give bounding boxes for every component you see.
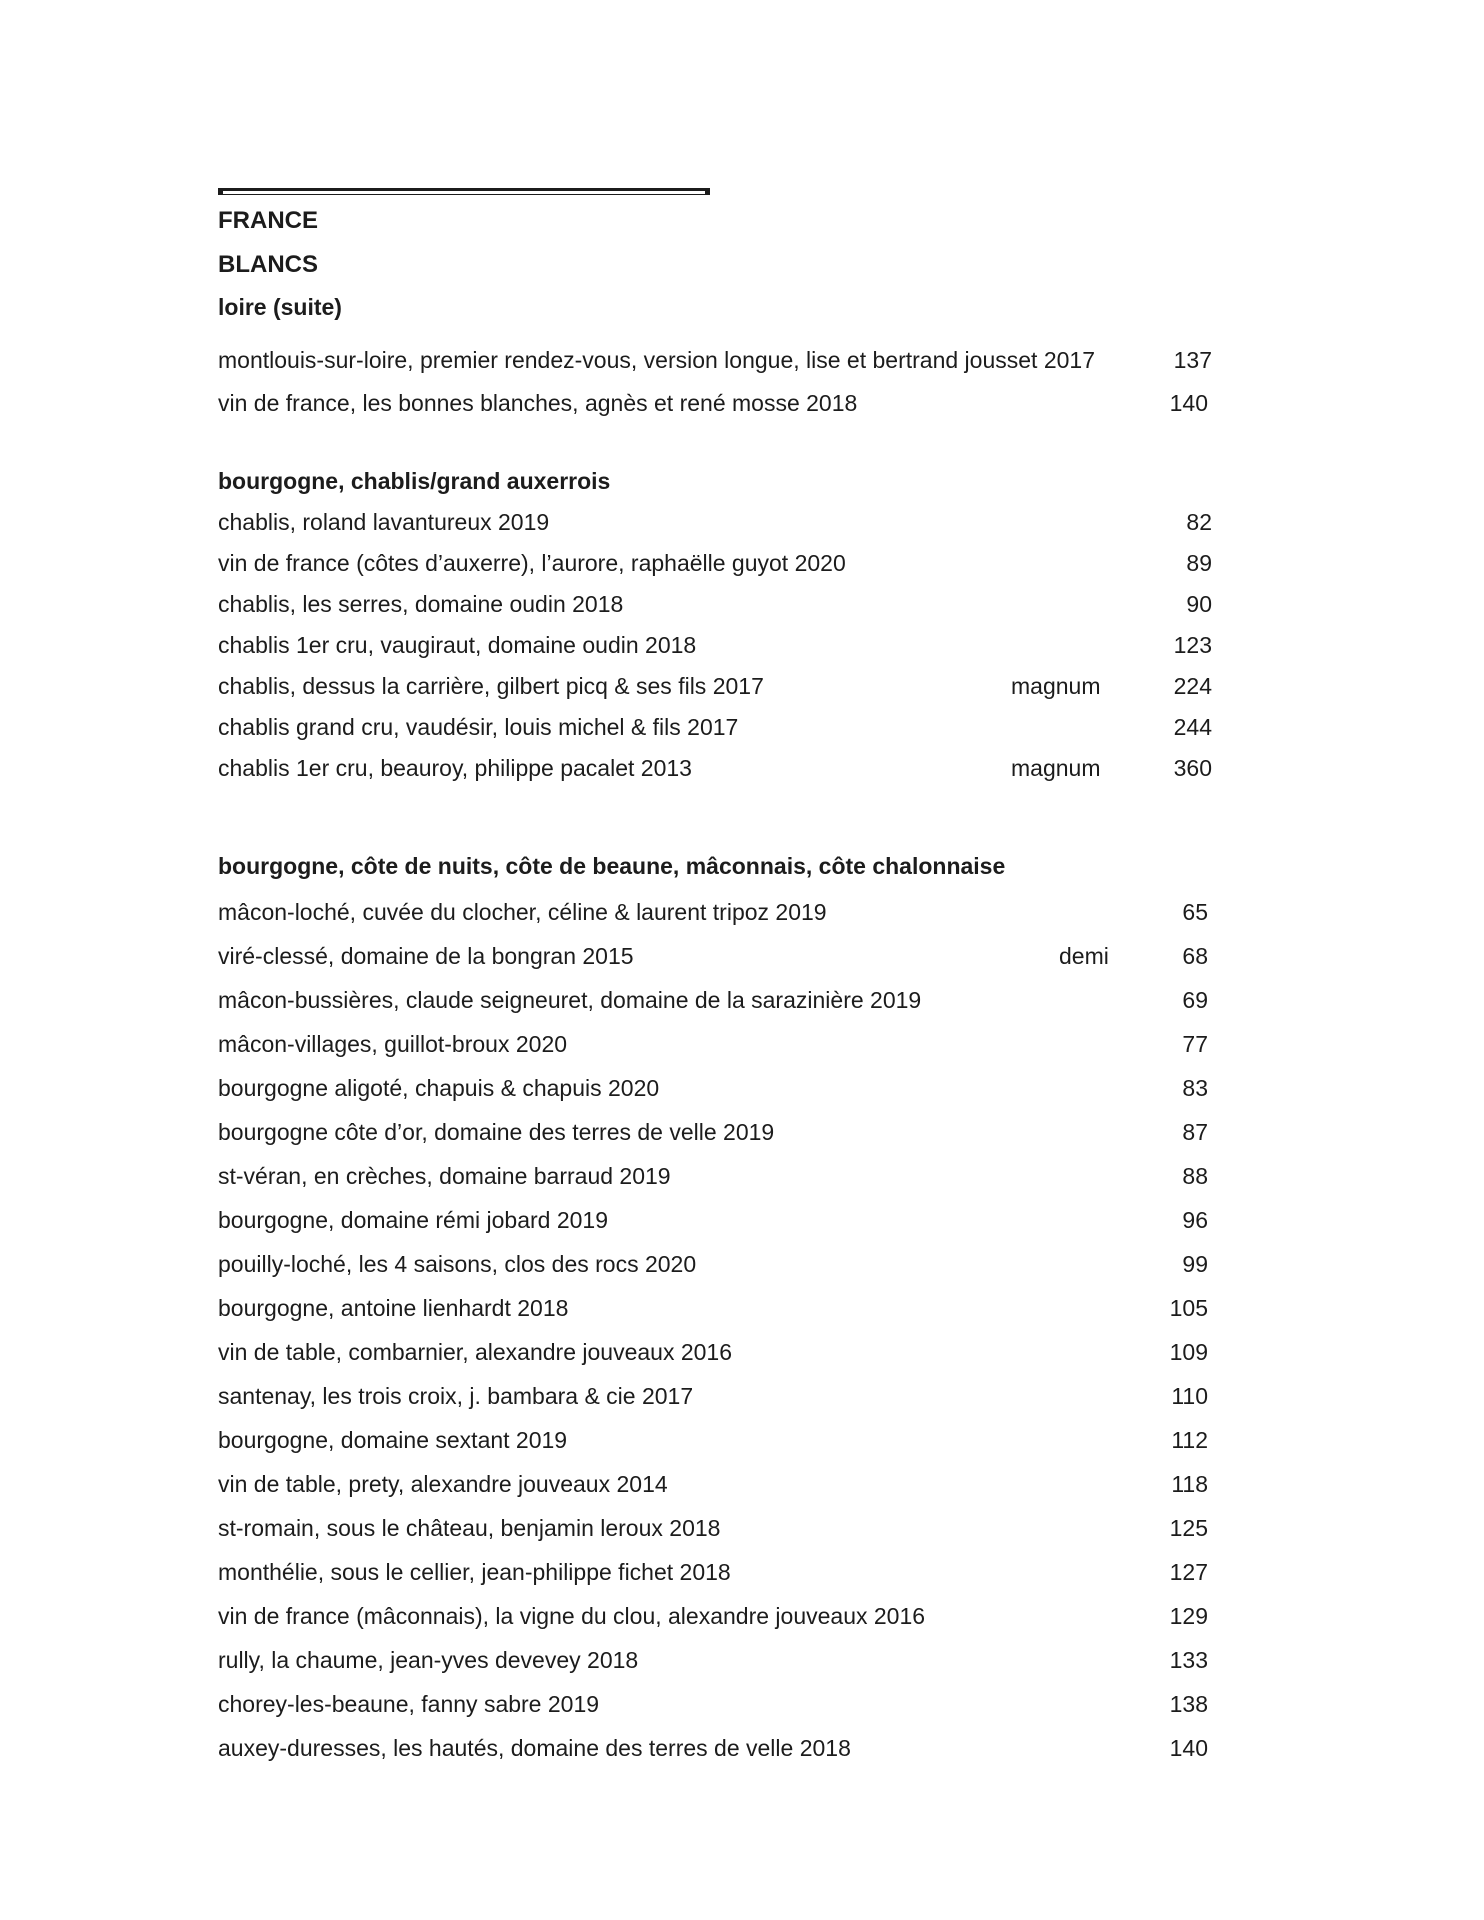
wine-name: chablis, roland lavantureux 2019: [218, 509, 550, 535]
wine-price: 77: [1182, 1031, 1208, 1057]
wine-name: santenay, les trois croix, j. bambara & cie 2017: [218, 1383, 694, 1409]
wine-name: vin de france, les bonnes blanches, agnès et rené mosse 2018: [218, 390, 858, 416]
list-item: [218, 1424, 1218, 1456]
wine-price: 138: [1169, 1691, 1208, 1717]
wine-name: rully, la chaume, jean-yves devevey 2018: [218, 1647, 639, 1673]
wine-price: 83: [1182, 1075, 1208, 1101]
list-item: [218, 1380, 1218, 1412]
wine-price: 244: [1173, 714, 1212, 740]
wine-price: 109: [1169, 1339, 1208, 1365]
wine-name: vin de table, combarnier, alexandre jouveaux 2016: [218, 1339, 733, 1365]
list-item: [218, 387, 1218, 419]
wine-price: 96: [1182, 1207, 1208, 1233]
section-title-chablis: bourgogne, chablis/grand auxerrois: [218, 468, 611, 494]
wine-price: 125: [1169, 1515, 1208, 1541]
list-item: [218, 1072, 1218, 1104]
wine-name: chablis 1er cru, vaugiraut, domaine oudin 2018: [218, 632, 697, 658]
list-item: [218, 984, 1218, 1016]
wine-name: chablis 1er cru, beauroy, philippe pacalet 2013: [218, 755, 692, 781]
list-item: [218, 1644, 1218, 1676]
list-item: [218, 1116, 1218, 1148]
wine-price: 123: [1173, 632, 1212, 658]
wine-price: 133: [1169, 1647, 1208, 1673]
wine-price: 87: [1182, 1119, 1208, 1145]
list-item: [218, 670, 1218, 702]
wine-name: mâcon-bussières, claude seigneuret, domaine de la sarazinière 2019: [218, 987, 922, 1013]
wine-name: viré-clessé, domaine de la bongran 2015: [218, 943, 634, 969]
wine-name: mâcon-villages, guillot-broux 2020: [218, 1031, 568, 1057]
wine-name: st-romain, sous le château, benjamin leroux 2018: [218, 1515, 721, 1541]
list-item: [218, 940, 1218, 972]
wine-price: 69: [1182, 987, 1208, 1013]
list-item: [218, 711, 1218, 743]
wine-name: bourgogne côte d’or, domaine des terres de velle 2019: [218, 1119, 775, 1145]
wine-name: vin de table, prety, alexandre jouveaux 2014: [218, 1471, 668, 1497]
list-item: [218, 629, 1218, 661]
list-item: [218, 1292, 1218, 1324]
list-item: [218, 1204, 1218, 1236]
wine-name: chorey-les-beaune, fanny sabre 2019: [218, 1691, 600, 1717]
wine-price: 82: [1186, 509, 1212, 535]
wine-name: bourgogne, domaine rémi jobard 2019: [218, 1207, 608, 1233]
list-item: [218, 896, 1218, 928]
wine-name: chablis, les serres, domaine oudin 2018: [218, 591, 624, 617]
wine-name: mâcon-loché, cuvée du clocher, céline & laurent tripoz 2019: [218, 899, 827, 925]
header-rule: [218, 188, 710, 195]
list-item: [218, 752, 1218, 784]
color-heading: BLANCS: [218, 251, 318, 278]
wine-price: 224: [1173, 673, 1212, 699]
wine-name: bourgogne, domaine sextant 2019: [218, 1427, 568, 1453]
format-note: magnum: [1011, 673, 1101, 699]
wine-price: 65: [1182, 899, 1208, 925]
wine-price: 127: [1169, 1559, 1208, 1585]
wine-price: 88: [1182, 1163, 1208, 1189]
wine-price: 140: [1169, 390, 1208, 416]
list-item: [218, 1028, 1218, 1060]
list-item: [218, 588, 1218, 620]
list-item: [218, 1732, 1218, 1764]
wine-price: 68: [1182, 943, 1208, 969]
wine-name: bourgogne aligoté, chapuis & chapuis 2020: [218, 1075, 660, 1101]
list-item: [218, 1468, 1218, 1500]
wine-name: st-véran, en crèches, domaine barraud 2019: [218, 1163, 671, 1189]
list-item: [218, 547, 1218, 579]
list-item: [218, 1160, 1218, 1192]
wine-price: 140: [1169, 1735, 1208, 1761]
section-title-cote: bourgogne, côte de nuits, côte de beaune, mâconnais, côte chalonnaise: [218, 853, 1006, 879]
list-item: [218, 1556, 1218, 1588]
list-item: [218, 1600, 1218, 1632]
wine-price: 110: [1171, 1383, 1208, 1409]
wine-name: auxey-duresses, les hautés, domaine des terres de velle 2018: [218, 1735, 851, 1761]
list-item: [218, 344, 1218, 376]
wine-name: monthélie, sous le cellier, jean-philippe fichet 2018: [218, 1559, 731, 1585]
wine-price: 89: [1186, 550, 1212, 576]
wine-name: chablis, dessus la carrière, gilbert picq & ses fils 2017: [218, 673, 764, 699]
format-note: magnum: [1011, 755, 1101, 781]
country-heading: FRANCE: [218, 207, 318, 234]
wine-price: 90: [1186, 591, 1212, 617]
wine-name: vin de france (mâconnais), la vigne du clou, alexandre jouveaux 2016: [218, 1603, 926, 1629]
list-item: [218, 506, 1218, 538]
wine-name: pouilly-loché, les 4 saisons, clos des rocs 2020: [218, 1251, 697, 1277]
list-item: [218, 1336, 1218, 1368]
wine-name: vin de france (côtes d’auxerre), l’aurore, raphaëlle guyot 2020: [218, 550, 846, 576]
wine-price: 360: [1173, 755, 1212, 781]
region-heading: loire (suite): [218, 294, 342, 320]
wine-price: 99: [1182, 1251, 1208, 1277]
wine-name: bourgogne, antoine lienhardt 2018: [218, 1295, 569, 1321]
wine-price: 112: [1171, 1427, 1208, 1453]
list-item: [218, 1512, 1218, 1544]
wine-name: chablis grand cru, vaudésir, louis michel & fils 2017: [218, 714, 739, 740]
list-item: [218, 1248, 1218, 1280]
wine-price: 129: [1169, 1603, 1208, 1629]
wine-price: 105: [1169, 1295, 1208, 1321]
list-item: [218, 1688, 1218, 1720]
wine-price: 118: [1171, 1471, 1208, 1497]
wine-name: montlouis-sur-loire, premier rendez-vous, version longue, lise et bertrand jousset 2017: [218, 347, 1095, 373]
wine-price: 137: [1173, 347, 1212, 373]
format-note: demi: [1059, 943, 1109, 969]
